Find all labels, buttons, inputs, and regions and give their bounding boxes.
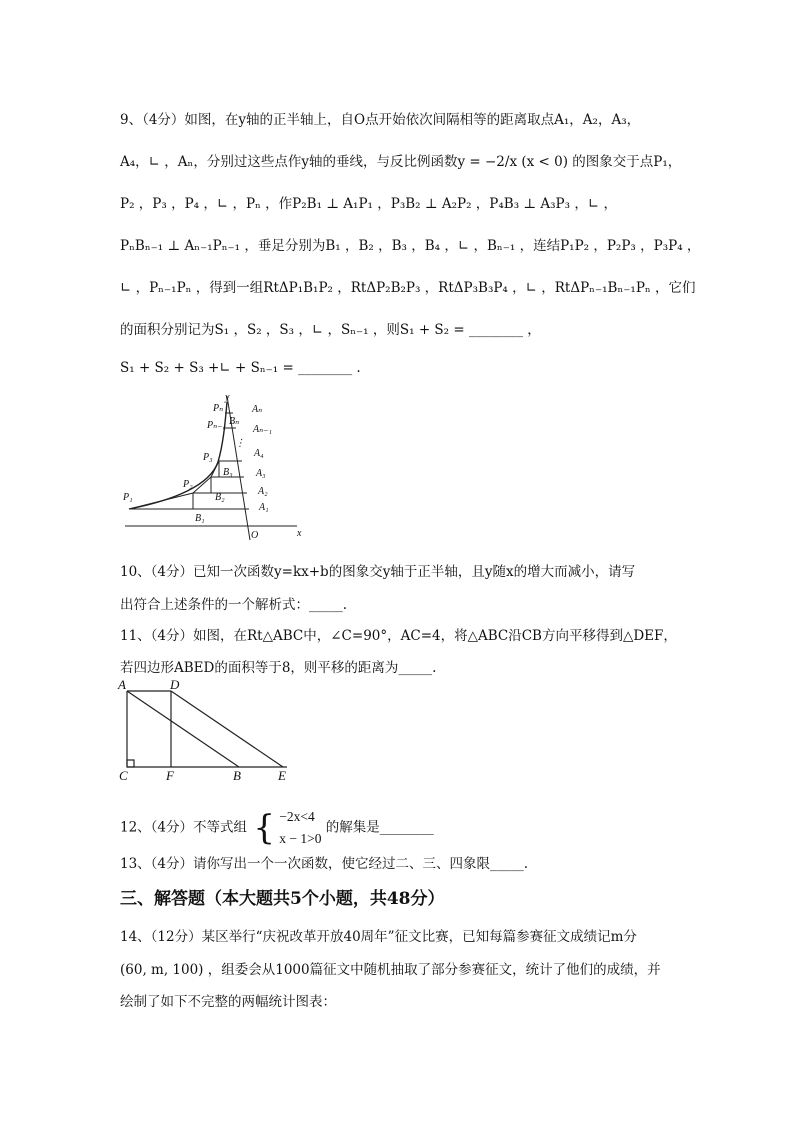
label-Bn: Bₙ [229, 416, 240, 427]
label-O: O [251, 530, 259, 541]
right-angle-mark [127, 760, 134, 767]
line-AB [127, 691, 239, 767]
label-A: A [118, 677, 126, 692]
q12-system [279, 806, 321, 850]
label-dots: ⋮ [235, 438, 245, 449]
label-P1: P₁ [123, 492, 133, 503]
q12-ineq2: x − 1>0 [279, 831, 322, 846]
label-F: F [166, 768, 174, 782]
q12-brace: { [253, 808, 275, 848]
q12-ineq1: −2x<4 [279, 809, 315, 824]
hyp-2 [193, 477, 211, 493]
label-B: B [233, 768, 241, 782]
q9-line-1: 9、（4分）如图，在y轴的正半轴上，自O点开始依次间隔相等的距离取点A₁，A₂，A₃， [120, 112, 641, 128]
label-A2: A₂ [258, 486, 268, 497]
label-An1: Aₙ₋₁ [253, 424, 272, 435]
q12-suffix: 的解集是________ [325, 819, 434, 836]
q9-line-7: S₁ + S₂ + S₃ +∟ + Sₙ₋₁ = ________ . [120, 360, 361, 376]
q9-figure [115, 390, 315, 545]
q10-line-2: 出符合上述条件的一个解析式：_____. [120, 597, 348, 613]
q14-line-2: (60, m, 100) ，组委会从1000篇征文中随机抽取了部分参赛征文，统计了他们的成绩，并 [120, 962, 661, 978]
label-Pn: Pₙ [213, 403, 224, 414]
label-y: y [225, 392, 230, 403]
q12-line [120, 806, 434, 850]
q10-line-1: 10、（4分）已知一次函数y=kx+b的图象交y轴于正半轴，且y随x的增大而减小，请写 [120, 564, 636, 580]
section3-heading: 三、解答题（本大题共5个小题，共48分） [120, 889, 445, 909]
label-P3: P₃ [203, 452, 213, 463]
label-D: D [170, 677, 180, 692]
q14-line-1: 14、（12分）某区举行“庆祝改革开放40周年”征文比赛，已知每篇参赛征文成绩记m分 [120, 929, 637, 945]
label-P2: P₂ [183, 479, 193, 490]
label-An: Aₙ [252, 404, 263, 415]
label-B1: B₁ [195, 513, 205, 524]
q9-line-2: A₄，∟ ，Aₙ，分别过这些点作y轴的垂线，与反比例函数y = −2/x (x < 0) 的图象交于点P₁， [120, 154, 682, 170]
line-DE [171, 691, 283, 767]
q13-line: 13、（4分）请你写出一个一次函数，使它经过二、三、四象限_____. [120, 856, 529, 872]
q14-line-3: 绘制了如下不完整的两幅统计图表： [120, 994, 336, 1010]
label-x: x [297, 528, 302, 539]
label-B2: B₂ [215, 492, 225, 503]
label-E: E [278, 768, 286, 782]
label-C: C [119, 768, 128, 782]
q9-line-5: ∟ ，Pₙ₋₁Pₙ ，得到一组RtΔP₁B₁P₂ ，RtΔP₂B₂P₃ ，RtΔP₃B₃P₄ ，∟ ，RtΔPₙ₋₁Bₙ₋₁Pₙ ，它们 [120, 280, 696, 296]
q12-prefix: 12、（4分）不等式组 [120, 819, 248, 836]
q11-figure [115, 677, 305, 782]
q9-line-3: P₂ ，P₃ ，P₄ ，∟ ，Pₙ ，作P₂B₁ ⊥ A₁P₁ ，P₃B₂ ⊥ A₂P₂ ，P₄B₃ ⊥ A₃P₃ ，∟ ， [120, 196, 617, 212]
label-A3: A₃ [256, 468, 266, 479]
label-Pn1: Pₙ₋₁ [207, 420, 226, 431]
q9-line-4: PₙBₙ₋₁ ⊥ Aₙ₋₁Pₙ₋₁ ，垂足分别为B₁ ，B₂ ，B₃ ，B₄ ，∟ ，Bₙ₋₁ ，连结P₁P₂ ，P₂P₃ ，P₃P₄ ， [120, 238, 701, 254]
label-B3: B₃ [223, 467, 233, 478]
q11-line-1: 11、（4分）如图，在Rt△ABC中，∠C=90°，AC=4，将△ABC沿CB方向平移得到△DEF， [120, 628, 677, 644]
label-A1: A₁ [259, 502, 269, 513]
q11-line-2: 若四边形ABED的面积等于8，则平移的距离为_____. [120, 660, 437, 676]
label-A4: A₄ [254, 448, 264, 459]
q9-line-6: 的面积分别记为S₁ ，S₂ ，S₃ ，∟ ，Sₙ₋₁ ，则S₁ + S₂ = ________ ， [120, 322, 541, 338]
